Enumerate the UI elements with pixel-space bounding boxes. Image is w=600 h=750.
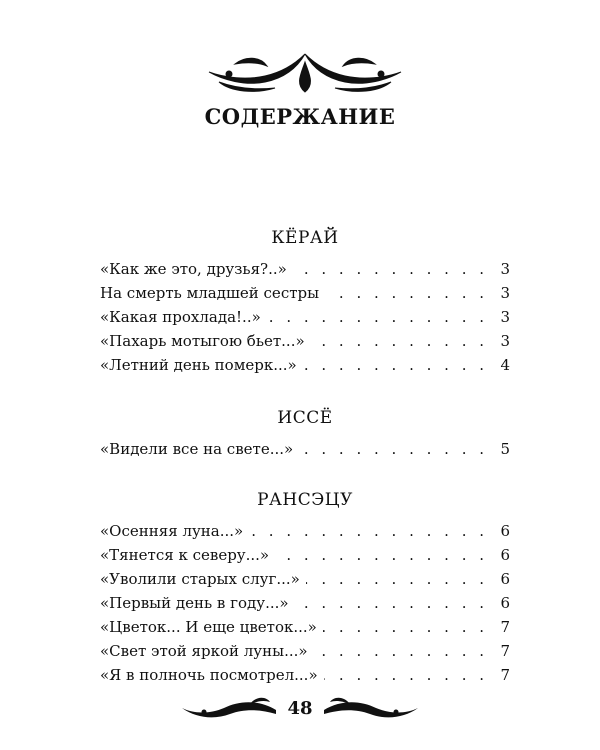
toc-entry[interactable] (100, 543, 510, 567)
dot-leader (325, 281, 488, 305)
entry-title: «Как же это, друзья?..» (100, 260, 287, 278)
section-title: РАНСЭЦУ (257, 490, 353, 510)
entry-page: 7 (500, 642, 510, 660)
page-number: 48 (287, 698, 313, 719)
entry-page: 6 (500, 570, 510, 588)
toc-entry[interactable] (100, 353, 510, 377)
entry-title: «Свет этой яркой луны...» (100, 642, 308, 660)
entry-page: 5 (500, 440, 510, 458)
toc-entry[interactable] (100, 281, 510, 305)
entry-page: 6 (500, 594, 510, 612)
entry-title: «Первый день в году...» (100, 594, 289, 612)
entry-page: 4 (500, 356, 510, 374)
dot-leader (306, 567, 488, 591)
entry-page: 7 (500, 666, 510, 684)
toc-entry[interactable] (100, 567, 510, 591)
toc-entry[interactable] (100, 437, 510, 461)
dot-leader (299, 437, 488, 461)
dot-leader (311, 329, 488, 353)
dot-leader (303, 353, 488, 377)
dot-leader (249, 519, 488, 543)
entry-title: «Видели все на свете...» (100, 440, 294, 458)
entry-title: «Летний день померк...» (100, 356, 297, 374)
entry-title: «Уволили старых слуг...» (100, 570, 300, 588)
section-title: ИССЁ (277, 408, 333, 428)
entry-title: «Осенняя луна...» (100, 522, 244, 540)
toc-section-ransetsu (100, 487, 510, 687)
toc-entry[interactable] (100, 615, 510, 639)
dot-leader (314, 639, 488, 663)
entry-page: 6 (500, 546, 510, 564)
entry-page: 3 (500, 284, 510, 302)
toc-entry[interactable] (100, 519, 510, 543)
toc-entry[interactable] (100, 663, 510, 687)
toc-entry[interactable] (100, 257, 510, 281)
top-ornament-icon (205, 48, 405, 98)
entry-page: 3 (500, 260, 510, 278)
entry-page: 6 (500, 522, 510, 540)
toc-entry[interactable] (100, 305, 510, 329)
toc-entry[interactable] (100, 329, 510, 353)
entry-title: «Пахарь мотыгою бьет...» (100, 332, 305, 350)
entry-title: «Я в полночь посмотрел...» (100, 666, 318, 684)
section-title: КЁРАЙ (271, 228, 339, 248)
entry-title: «Тянется к северу...» (100, 546, 270, 564)
entry-title: «Какая прохлада!..» (100, 308, 261, 326)
entry-page: 3 (500, 332, 510, 350)
dot-leader (293, 257, 488, 281)
dot-leader (267, 305, 488, 329)
toc-entry[interactable] (100, 639, 510, 663)
toc-section-kerai (100, 225, 510, 377)
dot-leader (324, 663, 488, 687)
dot-leader (323, 615, 488, 639)
dot-leader (295, 591, 488, 615)
entry-title: «Цветок... И еще цветок...» (100, 618, 317, 636)
toc-entry[interactable] (100, 591, 510, 615)
entry-page: 7 (500, 618, 510, 636)
toc-section-isse (100, 405, 510, 461)
page-title: СОДЕРЖАНИЕ (204, 104, 396, 129)
entry-title: На смерть младшей сестры (100, 284, 320, 302)
dot-leader (275, 543, 488, 567)
entry-page: 3 (500, 308, 510, 326)
